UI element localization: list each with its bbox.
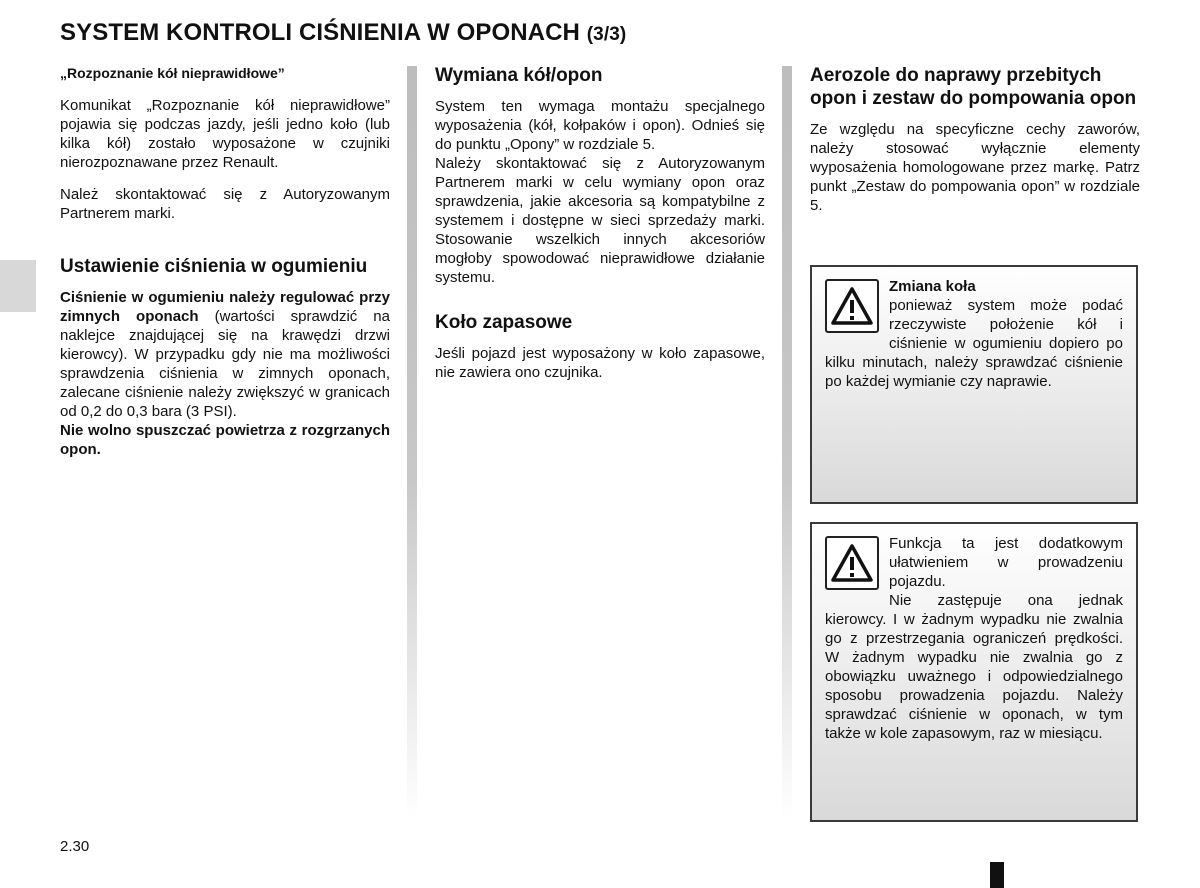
pressure-cold-bold: Ciśnienie w ogumieniu należy regulować przy zimnych oponach (60, 289, 390, 325)
warning-text-2: Nie zastępuje ona jednak kierowcy. I w żadnym wypadku nie zwalnia go z przestrzegania ograniczeń prędkości. W żadnym wypadku nie zwalnia go z obowiązku uważnego i odpowiedzialnego sposobu prowadzenia pojazdu. Należy sprawdzać ciśnienie w oponach, w tym także w kole zapasowym, raz w miesiącu. (825, 592, 1123, 742)
pressure-cold-text: (wartości sprawdzić na naklejce znajdującej się na krawędzi drzwi kierowcy). W przypadku gdy nie ma możliwości sprawdzenia ciśnienia w zimnych oponach, zalecane ciśnienie należy zwiększyć w granicach od 0,2 do 0,3 bara (3 PSI). (60, 308, 390, 420)
column-left (60, 64, 390, 472)
warning-text: ponieważ system może podać rzeczywiste położenie kół i ciśnienie w ogumieniu dopiero po kilku minutach, należy sprawdzać ciśnienie po każdej wymianie czy naprawie. (825, 297, 1123, 390)
paragraph-no-deflate-hot: Nie wolno spuszczać powietrza z rozgrzanych opon. (60, 422, 390, 458)
column-right (810, 64, 1140, 228)
page-number: 2.30 (60, 838, 90, 855)
warning-title: Zmiana koła (889, 278, 976, 295)
chapter-side-tab (0, 260, 36, 312)
warning-box-driver-assist (810, 522, 1138, 822)
heading-pressure-setting: Ustawienie ciśnienia w ogumieniu (60, 256, 368, 277)
paragraph-aerosol-kit: Ze względu na specyficzne cechy zaworów, należy stosować wyłącznie elementy wyposażenia homologowane przez markę. Patrz punkt „Zestaw do pompowania opon” w rozdziale 5. (810, 121, 1140, 214)
paragraph-pressure-cold (60, 288, 390, 421)
warning-box-wheel-change (810, 265, 1138, 504)
paragraph-special-equipment: System ten wymaga montażu specjalnego wyposażenia (kół, kołpaków i opon). Odnieś się do punktu „Opony” w rozdziale 5. (435, 98, 765, 153)
corner-registration-mark (990, 862, 1004, 888)
paragraph-spare-wheel: Jeśli pojazd jest wyposażony w koło zapasowe, nie zawiera ono czujnika. (435, 345, 765, 381)
column-divider-1 (407, 66, 417, 820)
paragraph-contact-partner: Należ skontaktować się z Autoryzowanym Partnerem marki. (60, 186, 390, 222)
warning-text-1: Funkcja ta jest dodatkowym ułatwieniem w prowadzeniu pojazdu. (889, 535, 1123, 590)
heading-wheel-replacement: Wymiana kół/opon (435, 65, 603, 86)
paragraph-wheel-recognition: Komunikat „Rozpoznanie kół nieprawidłowe” pojawia się podczas jazdy, jeśli jedno koło (lub kilka kół) zostało wyposażone w czujniki nierozpoznawane przez Renault. (60, 97, 390, 171)
title-part-indicator: (3/3) (586, 24, 627, 45)
warning-triangle-icon (825, 536, 879, 590)
subheading-wheel-recognition: „Rozpoznanie kół nieprawidłowe” (60, 65, 285, 81)
heading-aerosol-kit: Aerozole do naprawy przebitych opon i zestaw do pompowania opon (810, 65, 1137, 109)
title-text: SYSTEM KONTROLI CIŚNIENIA W OPONACH (60, 19, 580, 46)
column-middle (435, 64, 765, 395)
paragraph-tyre-replacement-partner: Należy skontaktować się z Autoryzowanym Partnerem marki w celu wymiany opon oraz sprawdzenia, jakie akcesoria są kompatybilne z systemem i dostępne w sieci sprzedaży marki. Stosowanie wszelkich innych akcesoriów mogłoby spowodować nieprawidłowe działanie systemu. (435, 155, 765, 286)
column-divider-2 (782, 66, 792, 820)
warning-triangle-icon (825, 279, 879, 333)
page-title (60, 19, 626, 47)
heading-spare-wheel: Koło zapasowe (435, 312, 573, 333)
